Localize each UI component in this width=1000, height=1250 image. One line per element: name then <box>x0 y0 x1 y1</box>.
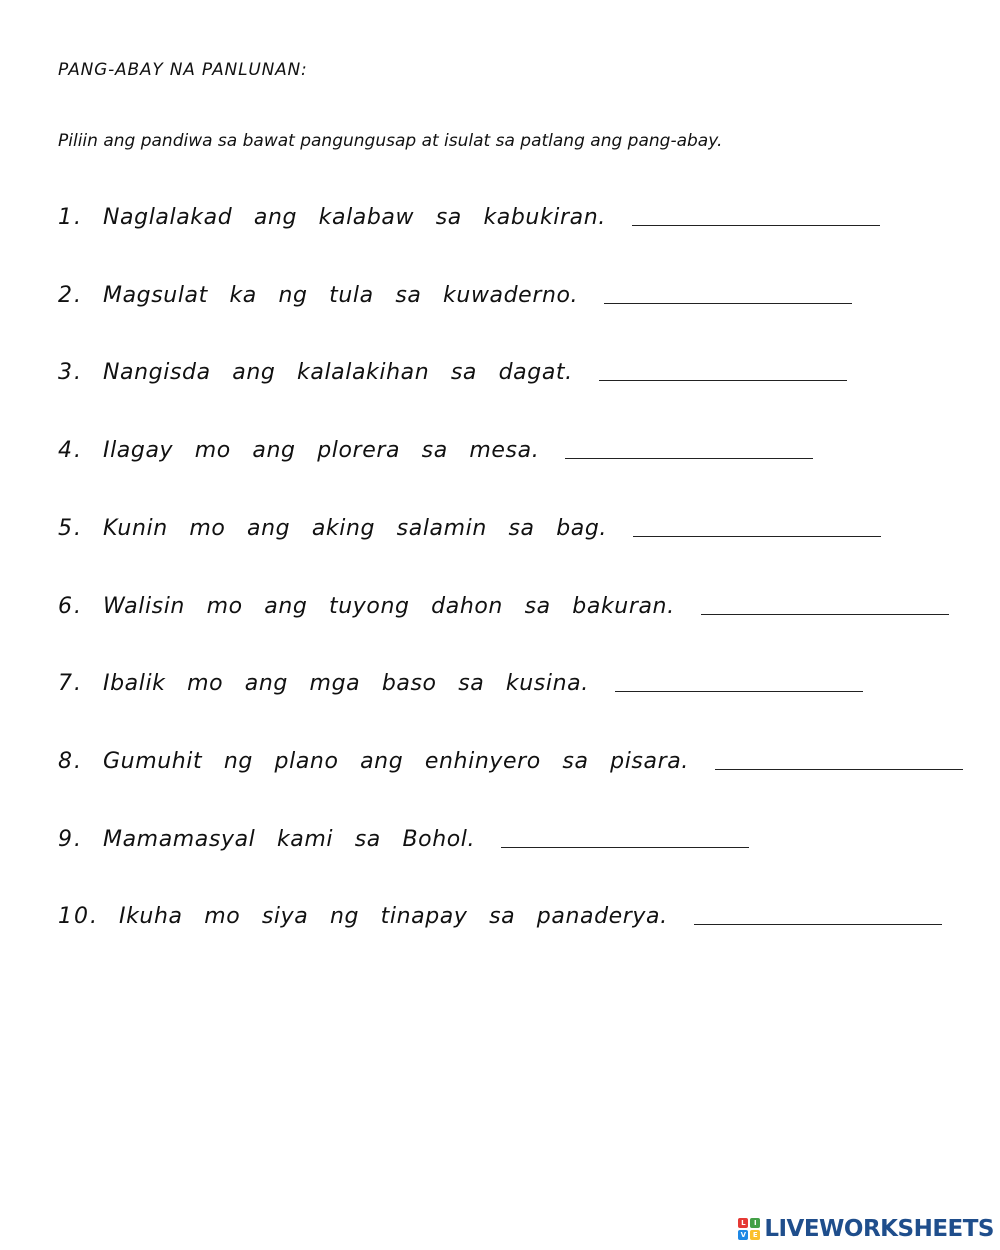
answer-input-5[interactable] <box>633 512 881 537</box>
question-10 <box>58 895 942 929</box>
question-number: 1. <box>58 205 83 230</box>
answer-input-9[interactable] <box>501 823 749 848</box>
question-6 <box>58 585 949 619</box>
question-number: 7. <box>58 671 83 696</box>
question-number: 4. <box>58 438 83 463</box>
question-number: 2. <box>58 283 83 308</box>
question-text: Ikuha mo siya ng tinapay sa panaderya. <box>119 904 668 929</box>
answer-input-8[interactable] <box>715 745 963 770</box>
question-9 <box>58 818 749 852</box>
question-text: Gumuhit ng plano ang enhinyero sa pisara. <box>103 749 689 774</box>
question-7 <box>58 662 863 696</box>
question-text: Kunin mo ang aking salamin sa bag. <box>103 516 608 541</box>
question-number: 5. <box>58 516 83 541</box>
question-text: Naglalakad ang kalabaw sa kabukiran. <box>103 205 606 230</box>
answer-input-7[interactable] <box>615 667 863 692</box>
question-number: 6. <box>58 594 83 619</box>
question-text: Ibalik mo ang mga baso sa kusina. <box>103 671 589 696</box>
question-5 <box>58 507 881 541</box>
question-number: 9. <box>58 827 83 852</box>
logo-letter-i: I <box>750 1218 760 1228</box>
answer-input-4[interactable] <box>565 434 813 459</box>
question-text: Nangisda ang kalalakihan sa dagat. <box>103 360 573 385</box>
question-text: Mamamasyal kami sa Bohol. <box>103 827 476 852</box>
question-number: 8. <box>58 749 83 774</box>
question-3 <box>58 351 847 385</box>
question-2 <box>58 274 852 308</box>
logo-text: LIVEWORKSHEETS <box>764 1216 994 1242</box>
answer-input-2[interactable] <box>604 279 852 304</box>
question-text: Walisin mo ang tuyong dahon sa bakuran. <box>103 594 675 619</box>
instructions-text: Piliin ang pandiwa sa bawat pangungusap at isulat sa patlang ang pang-abay. <box>58 131 723 151</box>
logo-letter-l: L <box>738 1218 748 1228</box>
liveworksheets-logo <box>738 1216 994 1242</box>
answer-input-1[interactable] <box>632 201 880 226</box>
question-number: 10. <box>58 904 99 929</box>
logo-mark-icon <box>738 1218 760 1240</box>
question-1 <box>58 196 880 230</box>
logo-letter-e: E <box>750 1230 760 1240</box>
answer-input-3[interactable] <box>599 356 847 381</box>
worksheet-title: PANG-ABAY NA PANLUNAN: <box>58 60 308 80</box>
answer-input-6[interactable] <box>701 590 949 615</box>
question-number: 3. <box>58 360 83 385</box>
question-text: Magsulat ka ng tula sa kuwaderno. <box>103 283 579 308</box>
question-8 <box>58 740 963 774</box>
answer-input-10[interactable] <box>694 900 942 925</box>
question-4 <box>58 429 813 463</box>
logo-letter-v: V <box>738 1230 748 1240</box>
question-text: Ilagay mo ang plorera sa mesa. <box>103 438 540 463</box>
